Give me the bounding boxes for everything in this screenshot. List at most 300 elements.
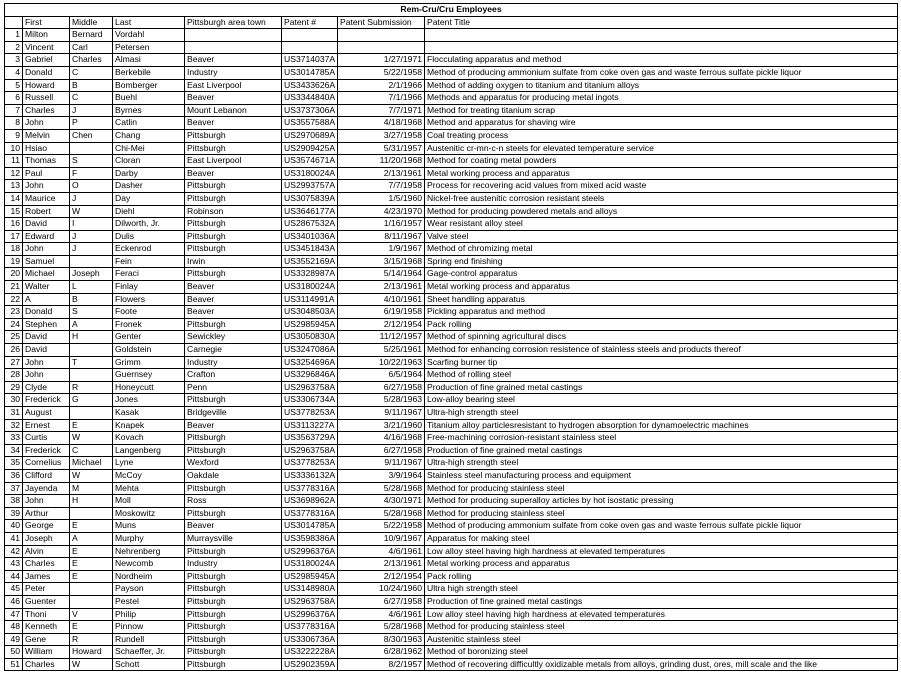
last-name-cell[interactable]: Muns [113,520,185,533]
first-name-cell[interactable]: Samuel [23,255,70,268]
middle-name-cell[interactable]: W [70,205,113,218]
town-cell[interactable]: Murraysville [185,532,282,545]
row-number-cell[interactable]: 16 [5,218,23,231]
patent-number-cell[interactable]: US3180024A [282,558,338,571]
middle-name-cell[interactable]: A [70,532,113,545]
last-name-cell[interactable]: Feraci [113,268,185,281]
town-cell[interactable]: Pittsburgh [185,646,282,659]
middle-name-cell[interactable]: W [70,469,113,482]
row-number-cell[interactable]: 28 [5,369,23,382]
patent-submission-cell[interactable]: 9/11/1967 [338,407,425,420]
first-name-cell[interactable]: Robert [23,205,70,218]
first-name-cell[interactable]: Hsiao [23,142,70,155]
last-name-cell[interactable]: Schott [113,658,185,671]
last-name-cell[interactable]: Pestel [113,595,185,608]
first-name-cell[interactable]: Guenter [23,595,70,608]
patent-title-cell[interactable]: Production of fine grained metal castings [425,381,898,394]
town-cell[interactable]: Pittsburgh [185,608,282,621]
last-name-cell[interactable]: Buehl [113,92,185,105]
row-number-cell[interactable]: 42 [5,545,23,558]
row-number-cell[interactable]: 8 [5,117,23,130]
patent-number-cell[interactable]: US3557588A [282,117,338,130]
first-name-cell[interactable]: John [23,369,70,382]
first-name-cell[interactable]: William [23,646,70,659]
middle-name-cell[interactable]: Charles [70,54,113,67]
patent-number-cell[interactable]: US3737306A [282,104,338,117]
first-name-cell[interactable]: David [23,218,70,231]
row-number-cell[interactable]: 19 [5,255,23,268]
town-cell[interactable] [185,41,282,54]
last-name-cell[interactable]: Berkebile [113,66,185,79]
middle-name-cell[interactable] [70,344,113,357]
row-number-cell[interactable]: 25 [5,331,23,344]
patent-submission-cell[interactable]: 1/16/1957 [338,218,425,231]
first-name-cell[interactable]: Vincent [23,41,70,54]
patent-number-cell[interactable]: US3451843A [282,243,338,256]
row-number-cell[interactable]: 45 [5,583,23,596]
patent-submission-cell[interactable]: 10/22/1963 [338,356,425,369]
middle-name-cell[interactable]: E [70,419,113,432]
row-number-cell[interactable]: 3 [5,54,23,67]
first-name-cell[interactable]: Jayenda [23,482,70,495]
row-number-cell[interactable]: 38 [5,495,23,508]
first-name-cell[interactable]: John [23,117,70,130]
first-name-cell[interactable]: Arthur [23,507,70,520]
first-name-cell[interactable]: Frederick [23,394,70,407]
patent-title-cell[interactable]: Wear resistant alloy steel [425,218,898,231]
patent-title-cell[interactable]: Method of adding oxygen to titanium and titanium alloys [425,79,898,92]
row-number-cell[interactable]: 30 [5,394,23,407]
patent-submission-cell[interactable]: 5/28/1963 [338,394,425,407]
town-cell[interactable]: Irwin [185,255,282,268]
row-number-cell[interactable]: 4 [5,66,23,79]
middle-name-cell[interactable]: S [70,306,113,319]
patent-number-cell[interactable]: US3778253A [282,457,338,470]
first-name-cell[interactable]: Frederick [23,444,70,457]
patent-title-cell[interactable]: Sheet handling apparatus [425,293,898,306]
patent-submission-cell[interactable]: 1/27/1971 [338,54,425,67]
patent-number-cell[interactable]: US2985945A [282,570,338,583]
patent-submission-cell[interactable]: 4/18/1968 [338,117,425,130]
patent-title-cell[interactable]: Method of producing ammonium sulfate from coke oven gas and waste ferrous sulfate pickle liquor [425,66,898,79]
town-cell[interactable]: East Liverpool [185,79,282,92]
last-name-cell[interactable]: Day [113,192,185,205]
last-name-cell[interactable]: Catlin [113,117,185,130]
patent-number-cell[interactable]: US2867532A [282,218,338,231]
patent-submission-cell[interactable]: 3/27/1958 [338,129,425,142]
last-name-cell[interactable]: Honeycutt [113,381,185,394]
patent-submission-cell[interactable]: 8/11/1967 [338,230,425,243]
town-cell[interactable]: Pittsburgh [185,129,282,142]
town-cell[interactable]: Carnegie [185,344,282,357]
middle-name-cell[interactable]: H [70,331,113,344]
first-name-cell[interactable]: John [23,180,70,193]
town-cell[interactable]: Pittsburgh [185,595,282,608]
patent-submission-cell[interactable]: 10/9/1967 [338,532,425,545]
town-cell[interactable]: Pittsburgh [185,142,282,155]
middle-name-cell[interactable]: L [70,281,113,294]
patent-number-cell[interactable]: US2996376A [282,608,338,621]
first-name-cell[interactable]: Ernest [23,419,70,432]
town-cell[interactable]: Crafton [185,369,282,382]
patent-submission-cell[interactable]: 3/21/1960 [338,419,425,432]
patent-title-cell[interactable]: Ultra high strength steel [425,583,898,596]
middle-name-cell[interactable] [70,142,113,155]
patent-submission-cell[interactable]: 8/2/1957 [338,658,425,671]
row-number-cell[interactable]: 7 [5,104,23,117]
town-cell[interactable]: Penn [185,381,282,394]
patent-submission-cell[interactable]: 7/1/1966 [338,92,425,105]
row-number-cell[interactable]: 5 [5,79,23,92]
first-name-cell[interactable]: August [23,407,70,420]
patent-submission-cell[interactable] [338,41,425,54]
patent-number-cell[interactable]: US2996376A [282,545,338,558]
patent-title-cell[interactable]: Method for coating metal powders [425,155,898,168]
town-cell[interactable]: Pittsburgh [185,583,282,596]
last-name-cell[interactable]: Diehl [113,205,185,218]
town-cell[interactable]: Beaver [185,293,282,306]
patent-number-cell[interactable]: US3698962A [282,495,338,508]
first-name-cell[interactable]: Donald [23,306,70,319]
town-cell[interactable]: Industry [185,558,282,571]
row-number-cell[interactable]: 36 [5,469,23,482]
last-name-cell[interactable]: Lyne [113,457,185,470]
patent-title-cell[interactable]: Production of fine grained metal castings [425,444,898,457]
town-cell[interactable]: Wexford [185,457,282,470]
first-name-cell[interactable]: John [23,495,70,508]
middle-name-cell[interactable]: W [70,432,113,445]
patent-title-cell[interactable]: Method for treating titanium scrap [425,104,898,117]
patent-submission-cell[interactable]: 2/12/1954 [338,318,425,331]
first-name-cell[interactable]: John [23,243,70,256]
town-cell[interactable]: Industry [185,356,282,369]
row-number-cell[interactable]: 41 [5,532,23,545]
patent-title-cell[interactable]: Methods and apparatus for producing metal ingots [425,92,898,105]
middle-name-cell[interactable]: E [70,570,113,583]
patent-title-cell[interactable]: Method for producing stainless steel [425,621,898,634]
header-middle[interactable]: Middle [70,16,113,29]
header-town[interactable]: Pittsburgh area town [185,16,282,29]
last-name-cell[interactable]: Knapek [113,419,185,432]
patent-title-cell[interactable]: Low-alloy bearing steel [425,394,898,407]
town-cell[interactable]: Beaver [185,117,282,130]
patent-number-cell[interactable]: US3433626A [282,79,338,92]
patent-title-cell[interactable]: Gage-control apparatus [425,268,898,281]
last-name-cell[interactable]: Newcomb [113,558,185,571]
first-name-cell[interactable]: Curtis [23,432,70,445]
patent-submission-cell[interactable]: 4/23/1970 [338,205,425,218]
town-cell[interactable]: Robinson [185,205,282,218]
patent-number-cell[interactable]: US3114991A [282,293,338,306]
patent-title-cell[interactable]: Low alloy steel having high hardness at elevated temperatures [425,608,898,621]
patent-submission-cell[interactable]: 1/5/1960 [338,192,425,205]
town-cell[interactable]: Mount Lebanon [185,104,282,117]
patent-submission-cell[interactable]: 4/16/1968 [338,432,425,445]
patent-submission-cell[interactable]: 6/19/1958 [338,306,425,319]
patent-title-cell[interactable]: Process for recovering acid values from mixed acid waste [425,180,898,193]
town-cell[interactable]: Beaver [185,54,282,67]
first-name-cell[interactable]: Gabriel [23,54,70,67]
patent-number-cell[interactable]: US3344840A [282,92,338,105]
first-name-cell[interactable]: John [23,356,70,369]
middle-name-cell[interactable]: P [70,117,113,130]
last-name-cell[interactable]: Dasher [113,180,185,193]
patent-number-cell[interactable]: US2993757A [282,180,338,193]
first-name-cell[interactable]: Thoni [23,608,70,621]
patent-number-cell[interactable]: US3048503A [282,306,338,319]
last-name-cell[interactable]: McCoy [113,469,185,482]
patent-submission-cell[interactable]: 2/12/1954 [338,570,425,583]
patent-submission-cell[interactable]: 5/28/1968 [338,507,425,520]
patent-title-cell[interactable]: Method for producing stainless steel [425,507,898,520]
patent-number-cell[interactable]: US3574671A [282,155,338,168]
patent-number-cell[interactable] [282,29,338,42]
middle-name-cell[interactable]: Carl [70,41,113,54]
town-cell[interactable]: Beaver [185,281,282,294]
row-number-cell[interactable]: 11 [5,155,23,168]
town-cell[interactable]: Pittsburgh [185,318,282,331]
row-number-cell[interactable]: 29 [5,381,23,394]
middle-name-cell[interactable]: E [70,621,113,634]
patent-title-cell[interactable]: Scarfing burner tip [425,356,898,369]
last-name-cell[interactable]: Moll [113,495,185,508]
last-name-cell[interactable]: Vordahl [113,29,185,42]
row-number-cell[interactable]: 32 [5,419,23,432]
middle-name-cell[interactable]: A [70,318,113,331]
patent-submission-cell[interactable]: 4/10/1961 [338,293,425,306]
first-name-cell[interactable]: Gene [23,633,70,646]
row-number-cell[interactable]: 18 [5,243,23,256]
middle-name-cell[interactable]: H [70,495,113,508]
town-cell[interactable]: Pittsburgh [185,218,282,231]
row-number-cell[interactable]: 51 [5,658,23,671]
patent-number-cell[interactable]: US2963758A [282,381,338,394]
first-name-cell[interactable]: Paul [23,167,70,180]
patent-submission-cell[interactable]: 6/28/1962 [338,646,425,659]
first-name-cell[interactable]: Melvin [23,129,70,142]
patent-number-cell[interactable]: US2902359A [282,658,338,671]
first-name-cell[interactable]: Cornelius [23,457,70,470]
patent-submission-cell[interactable]: 5/22/1958 [338,66,425,79]
middle-name-cell[interactable]: E [70,558,113,571]
patent-submission-cell[interactable]: 6/27/1958 [338,595,425,608]
row-number-cell[interactable]: 10 [5,142,23,155]
row-number-cell[interactable]: 47 [5,608,23,621]
patent-title-cell[interactable] [425,41,898,54]
last-name-cell[interactable]: Finlay [113,281,185,294]
patent-title-cell[interactable]: Valve steel [425,230,898,243]
patent-title-cell[interactable]: Method for producing stainless steel [425,482,898,495]
row-number-cell[interactable]: 43 [5,558,23,571]
patent-title-cell[interactable]: Method of recovering difficultly oxidizable metals from alloys, grinding dust, ores, mill scale and the like [425,658,898,671]
row-number-cell[interactable]: 37 [5,482,23,495]
patent-number-cell[interactable] [282,41,338,54]
patent-title-cell[interactable]: Method for producing powdered metals and alloys [425,205,898,218]
last-name-cell[interactable]: Payson [113,583,185,596]
row-number-cell[interactable]: 1 [5,29,23,42]
patent-number-cell[interactable]: US3306734A [282,394,338,407]
patent-number-cell[interactable]: US2909425A [282,142,338,155]
patent-number-cell[interactable]: US3563729A [282,432,338,445]
patent-title-cell[interactable]: Method and apparatus for shaving wire [425,117,898,130]
patent-number-cell[interactable]: US3714037A [282,54,338,67]
row-number-cell[interactable]: 48 [5,621,23,634]
first-name-cell[interactable]: Joseph [23,532,70,545]
middle-name-cell[interactable]: B [70,79,113,92]
row-number-cell[interactable]: 27 [5,356,23,369]
patent-title-cell[interactable]: Method for enhancing corrosion resistence of stainless steels and products thereof [425,344,898,357]
patent-number-cell[interactable]: US3180024A [282,167,338,180]
patent-submission-cell[interactable]: 11/12/1957 [338,331,425,344]
patent-submission-cell[interactable]: 4/6/1961 [338,545,425,558]
middle-name-cell[interactable]: M [70,482,113,495]
last-name-cell[interactable]: Petersen [113,41,185,54]
middle-name-cell[interactable]: J [70,243,113,256]
last-name-cell[interactable]: Moskowitz [113,507,185,520]
town-cell[interactable]: Bridgeville [185,407,282,420]
last-name-cell[interactable]: Goldstein [113,344,185,357]
patent-submission-cell[interactable]: 10/24/1960 [338,583,425,596]
patent-submission-cell[interactable]: 3/15/1968 [338,255,425,268]
first-name-cell[interactable]: Maurice [23,192,70,205]
header-patent-submission[interactable]: Patent Submission [338,16,425,29]
row-number-cell[interactable]: 49 [5,633,23,646]
town-cell[interactable]: Ross [185,495,282,508]
row-number-cell[interactable]: 21 [5,281,23,294]
header-patent-title[interactable]: Patent Title [425,16,898,29]
row-number-cell[interactable]: 23 [5,306,23,319]
middle-name-cell[interactable]: Chen [70,129,113,142]
last-name-cell[interactable]: Dulis [113,230,185,243]
patent-number-cell[interactable]: US3014785A [282,520,338,533]
town-cell[interactable]: Pittsburgh [185,432,282,445]
row-number-cell[interactable]: 6 [5,92,23,105]
last-name-cell[interactable]: Almasi [113,54,185,67]
row-number-cell[interactable]: 15 [5,205,23,218]
patent-submission-cell[interactable]: 8/30/1963 [338,633,425,646]
patent-submission-cell[interactable]: 4/6/1961 [338,608,425,621]
town-cell[interactable]: Pittsburgh [185,444,282,457]
first-name-cell[interactable]: Walter [23,281,70,294]
first-name-cell[interactable]: Kenneth [23,621,70,634]
last-name-cell[interactable]: Pinnow [113,621,185,634]
row-number-cell[interactable]: 35 [5,457,23,470]
row-number-cell[interactable]: 14 [5,192,23,205]
patent-title-cell[interactable]: Method of rolling steel [425,369,898,382]
middle-name-cell[interactable]: O [70,180,113,193]
first-name-cell[interactable]: George [23,520,70,533]
last-name-cell[interactable]: Darby [113,167,185,180]
patent-submission-cell[interactable]: 3/9/1964 [338,469,425,482]
last-name-cell[interactable]: Jones [113,394,185,407]
first-name-cell[interactable]: James [23,570,70,583]
middle-name-cell[interactable] [70,255,113,268]
patent-title-cell[interactable]: Apparatus for making steel [425,532,898,545]
middle-name-cell[interactable]: J [70,192,113,205]
patent-title-cell[interactable]: Ultra-high strength steel [425,457,898,470]
last-name-cell[interactable]: Eckenrod [113,243,185,256]
first-name-cell[interactable]: Clyde [23,381,70,394]
patent-number-cell[interactable]: US3148980A [282,583,338,596]
town-cell[interactable]: Beaver [185,92,282,105]
row-number-cell[interactable]: 26 [5,344,23,357]
patent-submission-cell[interactable]: 2/1/1966 [338,79,425,92]
first-name-cell[interactable]: Edward [23,230,70,243]
row-number-header[interactable] [5,16,23,29]
patent-number-cell[interactable]: US3778253A [282,407,338,420]
town-cell[interactable] [185,29,282,42]
town-cell[interactable]: Pittsburgh [185,268,282,281]
patent-title-cell[interactable]: Flocculating apparatus and method [425,54,898,67]
first-name-cell[interactable]: Alvin [23,545,70,558]
middle-name-cell[interactable]: E [70,545,113,558]
middle-name-cell[interactable]: I [70,218,113,231]
patent-number-cell[interactable]: US3306736A [282,633,338,646]
header-last[interactable]: Last [113,16,185,29]
first-name-cell[interactable]: Charles [23,658,70,671]
patent-number-cell[interactable]: US3075839A [282,192,338,205]
row-number-cell[interactable]: 17 [5,230,23,243]
patent-title-cell[interactable]: Metal working process and apparatus [425,281,898,294]
patent-number-cell[interactable]: US3401036A [282,230,338,243]
row-number-cell[interactable]: 13 [5,180,23,193]
town-cell[interactable]: Pittsburgh [185,545,282,558]
row-number-cell[interactable]: 12 [5,167,23,180]
last-name-cell[interactable]: Foote [113,306,185,319]
row-number-cell[interactable]: 20 [5,268,23,281]
middle-name-cell[interactable]: C [70,92,113,105]
first-name-cell[interactable]: Michael [23,268,70,281]
patent-number-cell[interactable]: US2963758A [282,595,338,608]
patent-number-cell[interactable]: US3336132A [282,469,338,482]
patent-title-cell[interactable]: Low alloy steel having high hardness at elevated temperatures [425,545,898,558]
last-name-cell[interactable]: Nordheim [113,570,185,583]
patent-submission-cell[interactable]: 5/14/1964 [338,268,425,281]
town-cell[interactable]: Pittsburgh [185,633,282,646]
patent-submission-cell[interactable]: 7/7/1958 [338,180,425,193]
middle-name-cell[interactable]: J [70,230,113,243]
row-number-cell[interactable]: 46 [5,595,23,608]
patent-title-cell[interactable]: Method of chromizing metal [425,243,898,256]
last-name-cell[interactable]: Fronek [113,318,185,331]
first-name-cell[interactable]: David [23,331,70,344]
last-name-cell[interactable]: Genter [113,331,185,344]
middle-name-cell[interactable]: W [70,658,113,671]
patent-number-cell[interactable]: US3247086A [282,344,338,357]
patent-title-cell[interactable]: Metal working process and apparatus [425,558,898,571]
town-cell[interactable]: Beaver [185,520,282,533]
first-name-cell[interactable]: Russell [23,92,70,105]
first-name-cell[interactable]: Charles [23,104,70,117]
town-cell[interactable]: Pittsburgh [185,507,282,520]
last-name-cell[interactable]: Grimm [113,356,185,369]
middle-name-cell[interactable]: Michael [70,457,113,470]
first-name-cell[interactable]: David [23,344,70,357]
last-name-cell[interactable]: Byrnes [113,104,185,117]
patent-title-cell[interactable]: Production of fine grained metal castings [425,595,898,608]
patent-submission-cell[interactable]: 2/13/1961 [338,167,425,180]
first-name-cell[interactable]: A [23,293,70,306]
patent-number-cell[interactable]: US3113227A [282,419,338,432]
row-number-cell[interactable]: 2 [5,41,23,54]
town-cell[interactable]: Pittsburgh [185,658,282,671]
patent-title-cell[interactable]: Coal treating process [425,129,898,142]
last-name-cell[interactable]: Mehta [113,482,185,495]
patent-title-cell[interactable]: Spring end finishing [425,255,898,268]
last-name-cell[interactable]: Chang [113,129,185,142]
last-name-cell[interactable]: Guernsey [113,369,185,382]
patent-number-cell[interactable]: US3328987A [282,268,338,281]
